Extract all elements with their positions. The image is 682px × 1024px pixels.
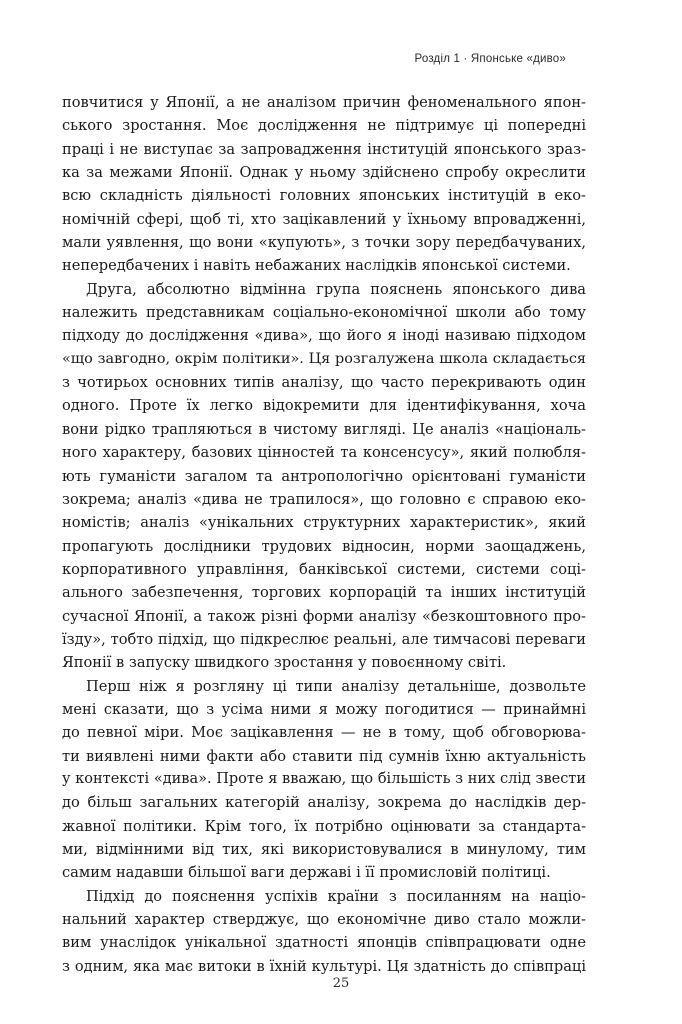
text-line: Друга, абсолютно відмінна група пояснень японського дива	[86, 280, 586, 298]
text-line: Підхід до пояснення успіхів країни з посиланням на націо-	[86, 887, 586, 905]
text-line: одного. Проте їх легко відокремити для ідентифікування, хоча	[62, 397, 586, 415]
text-line: ми, відмінними від тих, які використовувалися в минулому, тим	[62, 841, 586, 858]
text-line: жавної політики. Крім того, їх потрібно оцінювати за стандарта-	[62, 817, 586, 835]
text-line: нальний характер стверджує, що економічне диво стало можли-	[62, 911, 586, 929]
text-line: ського зростання. Моє дослідження не підтримує ці попередні	[62, 117, 586, 135]
text-line: ка за межами Японії. Однак у ньому здійснено спробу окреслити	[62, 164, 586, 182]
text-line: всю складність діяльності головних японських інституцій в еко-	[62, 187, 586, 205]
text-line: пропагують дослідники трудових відносин, норми заощаджень,	[62, 537, 586, 555]
text-line: зокрема; аналіз «дива не трапилося», що головно є справою еко-	[62, 490, 586, 508]
text-line: Японії в запуску швидкого зростання у повоєнному світі.	[62, 654, 507, 672]
text-line: з одним, яка має витоки в їхній культурі. Ця здатність до співпраці	[62, 957, 586, 975]
text-line: належить представникам соціально-економічної школи або тому	[62, 304, 586, 322]
text-line: повчитися у Японії, а не аналізом причин феноменального япон-	[62, 94, 586, 111]
text-line: корпоративного управління, банківської системи, системи соці-	[62, 560, 586, 578]
text-line: сучасної Японії, а також різні форми аналізу «безкоштовного про-	[62, 607, 586, 625]
text-line: «що завгодно, окрім політики». Ця розгалужена школа складається	[62, 350, 586, 367]
running-header: Розділ 1 · Японське «диво»	[414, 53, 566, 65]
text-line: вим унаслідок унікальної здатності японців співпрацювати одне	[62, 934, 586, 952]
text-line: вони рідко трапляються в чистому вигляді. Це аналіз «національ-	[62, 420, 586, 438]
body-text	[62, 91, 586, 978]
text-line: мені сказати, що з усіма ними я можу погодитися — принаймні	[62, 700, 586, 718]
text-line: номічній сфері, щоб ті, хто зацікавлений у їхньому впровадженні,	[62, 210, 586, 228]
text-line: ють гуманісти загалом та антропологічно орієнтовані гуманісти	[62, 467, 586, 485]
text-line: їзду», тобто підхід, що підкреслює реальні, але тимчасові переваги	[62, 630, 586, 648]
text-line: ального забезпечення, торгових корпорацій та інших інституцій	[62, 584, 586, 602]
text-line: самим надавши більшої ваги державі і її промисловій політиці.	[62, 864, 551, 882]
text-line: з чотирьох основних типів аналізу, що часто перекривають один	[62, 374, 586, 392]
text-line: підходу до дослідження «дива», що його я іноді називаю підходом	[62, 327, 586, 345]
page-number: 25	[332, 976, 350, 991]
text-line: ти виявлені ними факти або ставити під сумнів їхню актуальність	[62, 747, 586, 765]
text-line: праці і не виступає за запровадження інституцій японського зраз-	[62, 140, 586, 158]
text-line: у контексті «дива». Проте я вважаю, що більшість з них слід звести	[62, 770, 586, 787]
text-line: мали уявлення, що вони «купують», з точки зору передбачуваних,	[62, 234, 586, 252]
text-line: номістів; аналіз «унікальних структурних характеристик», який	[62, 514, 586, 532]
text-line: ного характеру, базових цінностей та консенсусу», який полюбля-	[62, 444, 586, 462]
text-line: до певної міри. Моє зацікавлення — не в тому, щоб обговорюва-	[62, 724, 586, 742]
text-line: до більш загальних категорій аналізу, зокрема до наслідків дер-	[62, 794, 586, 812]
text-line: непередбачених і навіть небажаних наслідків японської системи.	[62, 257, 571, 275]
text-line: Перш ніж я розгляну ці типи аналізу детальніше, дозвольте	[86, 677, 586, 695]
